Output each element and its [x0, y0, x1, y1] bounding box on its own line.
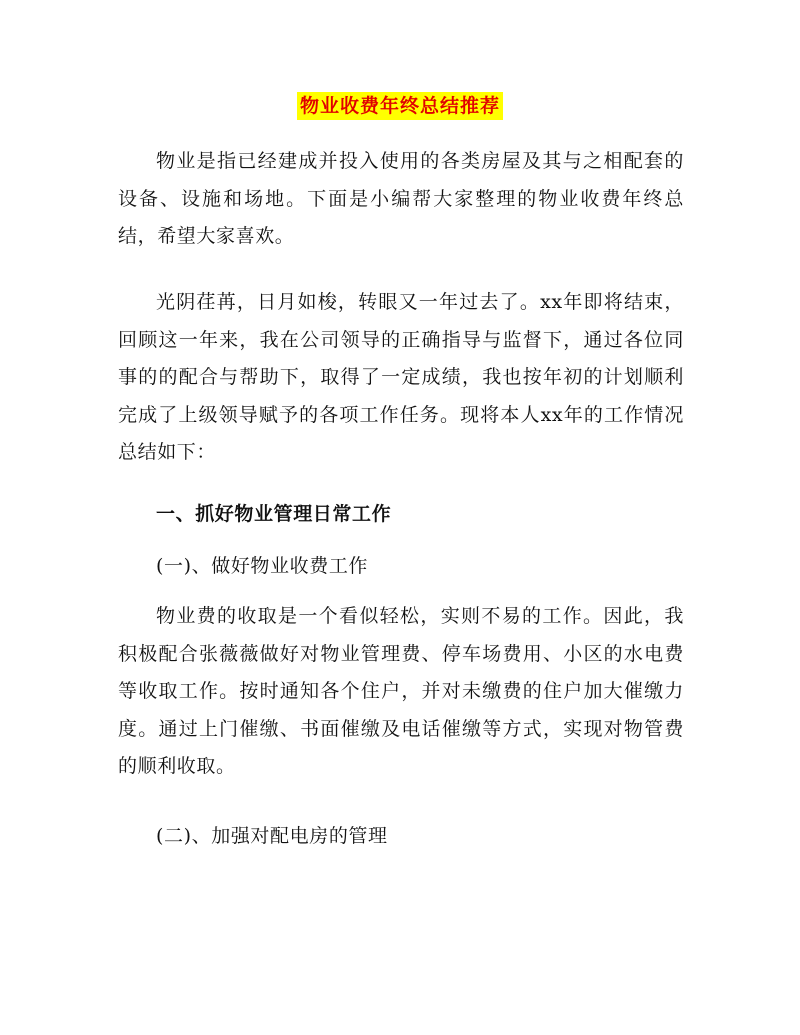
section-heading-block [118, 496, 684, 534]
subsection-heading-2: (二)、加强对配电房的管理 [156, 825, 388, 847]
intro-paragraph: 物业是指已经建成并投入使用的各类房屋及其与之相配套的设备、设施和场地。下面是小编帮大家整理的物业收费年终总结，希望大家喜欢。 [118, 150, 684, 247]
intro-block [118, 143, 684, 256]
fee-collection-paragraph: 物业费的收取是一个看似轻松，实则不易的工作。因此，我积极配合张薇薇做好对物业管理费、停车场费用、小区的水电费等收取工作。按时通知各个住户，并对未缴费的住户加大催缴力度。通过上门催缴、书面催缴及电话催缴等方式，实现对物管费的顺利收取。 [118, 605, 684, 777]
subsection-heading-1: (一)、做好物业收费工作 [156, 555, 369, 577]
subsection-heading-block-2 [118, 818, 684, 856]
summary-block [118, 284, 684, 472]
summary-paragraph: 光阴荏苒，日月如梭，转眼又一年过去了。xx年即将结束，回顾这一年来，我在公司领导的正确指导与监督下，通过各位同事的的配合与帮助下，取得了一定成绩，我也按年初的计划顺利完成了上级领导赋予的各项工作任务。现将本人xx年的工作情况总结如下： [118, 291, 684, 463]
fee-collection-block [118, 598, 684, 786]
document-title: 物业收费年终总结推荐 [297, 92, 503, 120]
title-wrap [0, 92, 800, 120]
subsection-heading-block-1 [118, 548, 684, 586]
section-heading: 一、抓好物业管理日常工作 [156, 503, 392, 525]
